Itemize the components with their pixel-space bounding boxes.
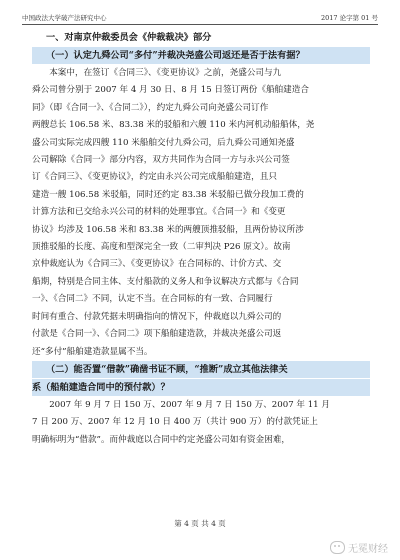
paragraph-line: 计算方法和已交给永兴公司的材料的处理事宜。《合同一》和《变更	[32, 207, 286, 218]
paragraph-line: 一》、《合同二》不同，认定不当。在合同标的有一致、合同履行	[32, 294, 273, 305]
body-paragraph-1	[32, 65, 370, 361]
subsection-1-title: （一）认定九舜公司“多付”并裁决尧盛公司返还是否于法有据？	[32, 47, 370, 64]
subsection-2-title-cont: 系（船舶建造合同中的预付款）？	[32, 379, 370, 396]
paragraph-line: 协议》均涉及 106.58 米和 83.38 米的两艘顶推驳船，且两份协议所涉	[32, 224, 304, 235]
wechat-icon	[330, 541, 345, 554]
paragraph-line: 时间有重合、付款凭据未明确指向的情况下，仲裁庭以九舜公司的	[32, 311, 282, 322]
page-footer: 第 4 页 共 4 页	[174, 519, 226, 528]
paragraph-line: 还“多付”船舶建造款显属不当。	[32, 346, 153, 357]
page-header	[22, 8, 378, 25]
paragraph-line: 付款是《合同一》、《合同二》项下船舶建造款，并裁决尧盛公司返	[32, 329, 282, 340]
paragraph-line: 两艘总长 106.58 米、83.38 米的驳船和六艘 110 米内河机动船船体，尧	[32, 120, 315, 131]
paragraph-line: 公司解除《合同一》部分内容，双方共同作为合同一方与永兴公司签	[32, 155, 290, 166]
watermark	[330, 540, 388, 555]
paragraph-line: 同》（即《合同一》、《合同二》），约定九舜公司向尧盛公司订作	[32, 102, 269, 113]
paragraph-line: 本案中，在签订《合同三》、《变更协议》之前，尧盛公司与九	[49, 68, 282, 78]
paragraph-line: 船期，特别是合同主体、支付船款的义务人和争议解决方式都与《合同	[32, 276, 299, 287]
paragraph-line: 盛公司实际完成四艘 110 米船舶交付九舜公司，后九舜公司通知尧盛	[32, 137, 295, 148]
section-title: 一、对南京仲裁委员会《仲裁裁决》部分	[46, 32, 212, 43]
header-organization: 中国政法大学破产法研究中心	[22, 14, 107, 22]
subsection-2-title: （二）能否置“借款”确凿书证不顾，“推断”成立其他法律关	[32, 361, 370, 378]
paragraph-line: 7 日 200 万、2007 年 12 月 10 日 400 万（共计 900 万）的付款凭证上	[32, 417, 318, 428]
watermark-text: 无冕财经	[348, 544, 388, 555]
body-paragraph-2	[32, 397, 370, 449]
paragraph-line: 建造一艘 106.58 米驳船，同时还约定 83.38 米驳船已做分段加工费的	[32, 189, 304, 200]
document-content	[32, 30, 370, 449]
header-document-number: 2017 论字第 01 号	[320, 14, 378, 22]
paragraph-line: 订《合同三》、《变更协议》，约定由永兴公司完成船舶建造，且只	[32, 172, 277, 183]
paragraph-line: 2007 年 9 月 7 日 150 万、2007 年 9 月 7 日 150 万、2007 年 11 月	[49, 399, 330, 410]
paragraph-line: 京仲裁庭认为《合同三》、《变更协议》在合同标的、计价方式、交	[32, 259, 282, 270]
paragraph-line: 舜公司曾分别于 2007 年 4 月 30 日、8 月 15 日签订两份《船舶建造合	[32, 85, 309, 96]
paragraph-line: 顶推驳船的长度、高度和型深完全一致（二审判决 P26 原文）。故南	[32, 242, 291, 253]
paragraph-line: 明确标明为“借款”。而仲裁庭以合同中约定尧盛公司如有资金困难，	[32, 434, 291, 445]
